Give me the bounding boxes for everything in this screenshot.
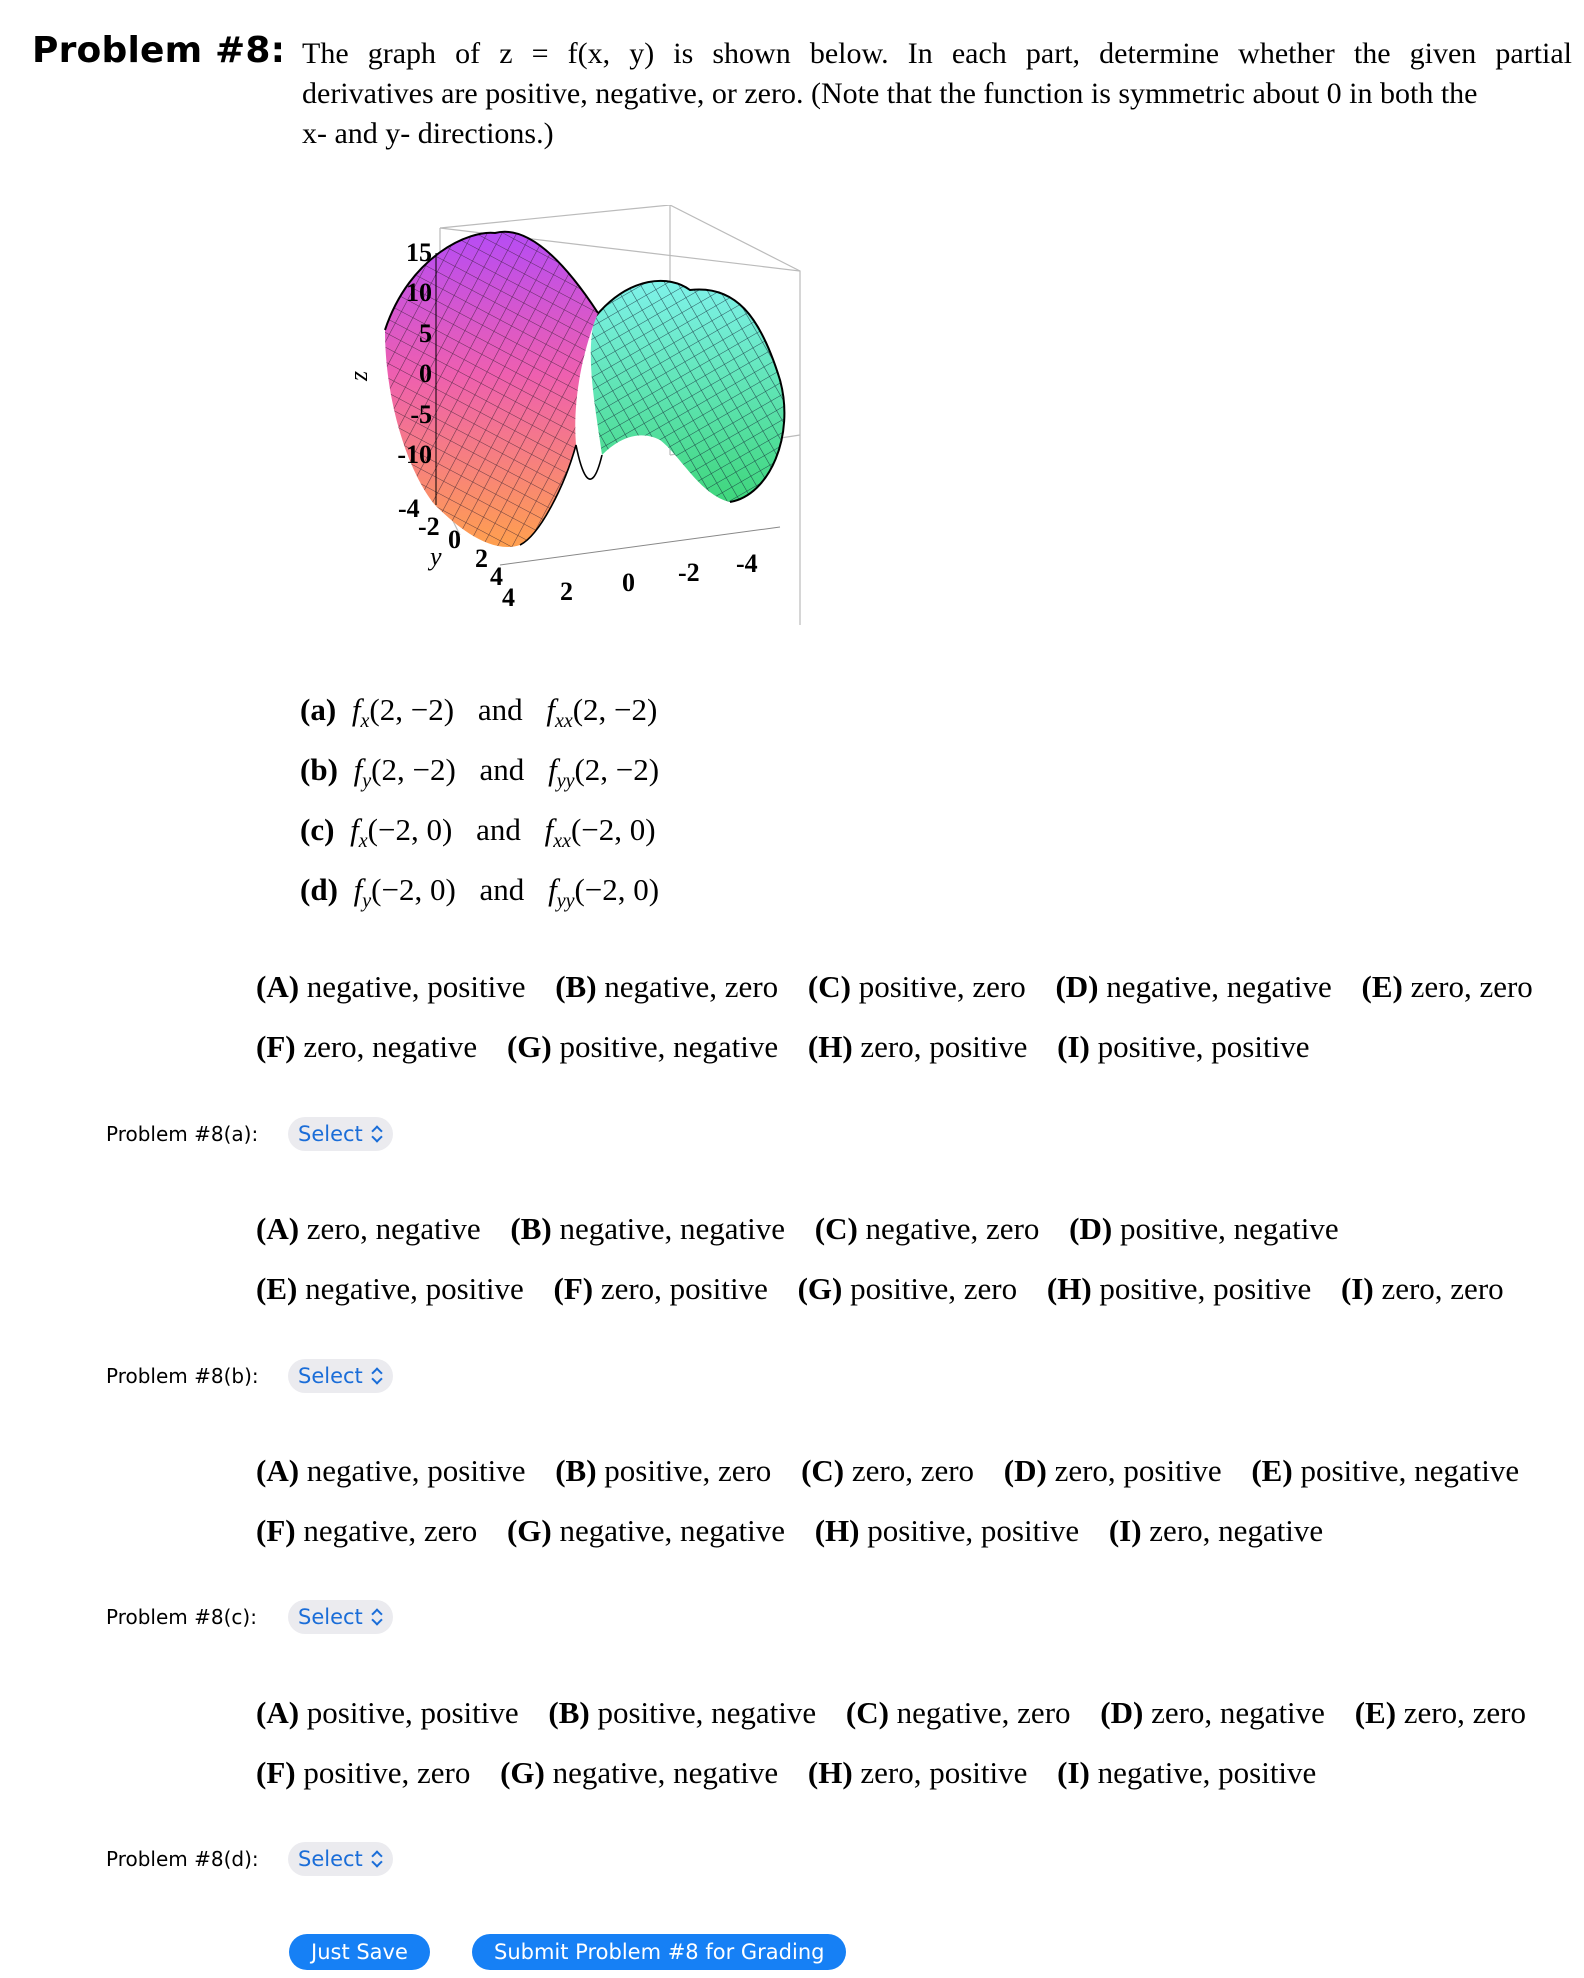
option-b-F: (F) zero, positive — [553, 1271, 768, 1306]
answer-label: Problem #8(c): — [106, 1605, 257, 1629]
and-word: and — [477, 692, 523, 727]
answer-select-d[interactable] — [288, 1842, 393, 1876]
option-a-B: (B) negative, zero — [555, 969, 779, 1004]
func-subscript: xx — [553, 830, 571, 852]
part-tag: (d) — [300, 872, 338, 907]
z-tick-label: 0 — [419, 359, 432, 388]
func-symbol: f — [546, 692, 555, 727]
z-tick-label: 5 — [419, 319, 432, 348]
func-symbol: f — [548, 752, 557, 787]
func-subscript: yy — [556, 890, 575, 912]
part-tag: (c) — [300, 812, 335, 847]
x-tick-label: -2 — [678, 558, 700, 587]
func-symbol: f — [351, 692, 361, 727]
answer-row-b — [106, 1359, 393, 1393]
submit-button[interactable]: Submit Problem #8 for Grading — [472, 1934, 846, 1970]
option-c-C: (C) zero, zero — [801, 1453, 975, 1488]
answer-label: Problem #8(b): — [106, 1364, 259, 1388]
options-row — [256, 1259, 1526, 1319]
func-symbol: f — [544, 812, 554, 847]
just-save-button[interactable]: Just Save — [289, 1934, 430, 1970]
option-c-D: (D) zero, positive — [1003, 1453, 1222, 1488]
option-a-F: (F) zero, negative — [256, 1029, 478, 1064]
chevron-updown-icon — [371, 1849, 383, 1869]
answer-label: Problem #8(a): — [106, 1122, 259, 1146]
answer-select-b[interactable] — [288, 1359, 393, 1393]
select-label: Select — [298, 1122, 363, 1146]
part-tag: (b) — [300, 752, 338, 787]
y-tick-label: 0 — [448, 525, 461, 554]
z-tick-label: -10 — [397, 440, 432, 469]
select-label: Select — [298, 1364, 363, 1388]
options-c — [256, 1441, 1541, 1561]
option-d-E: (E) zero, zero — [1354, 1695, 1526, 1730]
options-row — [256, 1441, 1541, 1501]
option-a-G: (G) positive, negative — [506, 1029, 779, 1064]
options-row — [256, 1199, 1526, 1259]
part-d — [300, 860, 659, 920]
surface-plot — [340, 205, 860, 625]
func-subscript: yy — [556, 770, 575, 792]
x-tick-label: 4 — [502, 583, 515, 612]
part-tag: (a) — [300, 692, 337, 727]
and-word: and — [479, 752, 525, 787]
func-args: (2, −2) — [574, 752, 660, 787]
option-c-F: (F) negative, zero — [256, 1513, 478, 1548]
option-c-B: (B) positive, zero — [555, 1453, 772, 1488]
func-subscript: y — [362, 770, 372, 792]
func-subscript: y — [362, 890, 372, 912]
y-tick-label: 4 — [490, 562, 503, 591]
func-args: (2, −2) — [369, 692, 455, 727]
options-a — [256, 957, 1555, 1077]
func-args: (−2, 0) — [570, 812, 656, 847]
y-tick-label: -4 — [398, 494, 420, 523]
option-c-E: (E) positive, negative — [1251, 1453, 1520, 1488]
option-d-H: (H) zero, positive — [807, 1755, 1028, 1790]
options-row — [256, 1017, 1555, 1077]
option-d-A: (A) positive, positive — [256, 1695, 519, 1730]
select-label: Select — [298, 1847, 363, 1871]
parts-list — [300, 680, 659, 920]
z-tick-label: 15 — [406, 238, 432, 267]
x-tick-label: 2 — [560, 577, 573, 606]
option-d-F: (F) positive, zero — [256, 1755, 471, 1790]
options-row — [256, 1501, 1541, 1561]
option-a-E: (E) zero, zero — [1361, 969, 1533, 1004]
chevron-updown-icon — [371, 1607, 383, 1627]
x-tick-label: 0 — [622, 568, 635, 597]
options-b — [256, 1199, 1526, 1319]
func-subscript: x — [358, 830, 368, 852]
part-b — [300, 740, 659, 800]
option-d-I: (I) negative, positive — [1057, 1755, 1317, 1790]
and-word: and — [476, 812, 521, 847]
func-args: (−2, 0) — [574, 872, 660, 907]
option-c-G: (G) negative, negative — [506, 1513, 785, 1548]
option-a-I: (I) positive, positive — [1057, 1029, 1310, 1064]
option-b-E: (E) negative, positive — [256, 1271, 524, 1306]
select-label: Select — [298, 1605, 363, 1629]
z-tick-label: -5 — [410, 400, 432, 429]
options-row — [256, 1743, 1548, 1803]
problem-statement-line-3: x- and y- directions.) — [302, 117, 554, 150]
answer-row-d — [106, 1842, 393, 1876]
options-d — [256, 1683, 1548, 1803]
chevron-updown-icon — [371, 1124, 383, 1144]
answer-label: Problem #8(d): — [106, 1847, 259, 1871]
chevron-updown-icon — [371, 1366, 383, 1386]
func-symbol: f — [353, 872, 363, 907]
option-d-C: (C) negative, zero — [845, 1695, 1071, 1730]
problem-statement-line-1: The graph of z = f(x, y) is shown below. In each part, determine whether the given partial — [302, 37, 1572, 70]
func-args: (2, −2) — [572, 692, 658, 727]
y-axis-label: y — [430, 542, 442, 571]
option-b-D: (D) positive, negative — [1069, 1211, 1339, 1246]
and-word: and — [479, 872, 525, 907]
problem-label: Problem #8: — [32, 30, 286, 71]
options-row — [256, 1683, 1548, 1743]
z-tick-label: 10 — [406, 278, 432, 307]
part-a — [300, 680, 659, 740]
answer-select-c[interactable] — [288, 1600, 393, 1634]
option-a-H: (H) zero, positive — [807, 1029, 1028, 1064]
option-d-D: (D) zero, negative — [1100, 1695, 1325, 1730]
option-b-I: (I) zero, zero — [1340, 1271, 1504, 1306]
y-tick-label: 2 — [475, 544, 488, 573]
y-tick-label: -2 — [418, 512, 440, 541]
func-args: (−2, 0) — [371, 872, 456, 907]
option-b-C: (C) negative, zero — [814, 1211, 1040, 1246]
option-a-D: (D) negative, negative — [1055, 969, 1332, 1004]
option-b-H: (H) positive, positive — [1046, 1271, 1312, 1306]
option-d-B: (B) positive, negative — [548, 1695, 817, 1730]
func-args: (−2, 0) — [367, 812, 453, 847]
option-c-A: (A) negative, positive — [256, 1453, 526, 1488]
answer-row-c — [106, 1600, 393, 1634]
answer-select-a[interactable] — [288, 1117, 393, 1151]
problem-statement — [302, 34, 1572, 154]
option-a-A: (A) negative, positive — [256, 969, 526, 1004]
func-symbol: f — [548, 872, 557, 907]
option-c-I: (I) zero, negative — [1108, 1513, 1324, 1548]
func-subscript: x — [360, 710, 370, 732]
func-symbol: f — [353, 752, 363, 787]
func-args: (2, −2) — [371, 752, 456, 787]
func-subscript: xx — [554, 710, 573, 732]
x-tick-label: -4 — [736, 549, 758, 578]
option-b-G: (G) positive, zero — [797, 1271, 1018, 1306]
z-axis-label: z — [344, 370, 373, 381]
problem-statement-line-2: derivatives are positive, negative, or zero. (Note that the function is symmetric about 0 in both the — [302, 77, 1478, 110]
option-a-C: (C) positive, zero — [807, 969, 1026, 1004]
option-b-B: (B) negative, negative — [510, 1211, 785, 1246]
options-row — [256, 957, 1555, 1017]
part-c — [300, 800, 659, 860]
option-c-H: (H) positive, positive — [814, 1513, 1080, 1548]
option-d-G: (G) negative, negative — [500, 1755, 779, 1790]
func-symbol: f — [350, 812, 359, 847]
option-b-A: (A) zero, negative — [256, 1211, 481, 1246]
answer-row-a — [106, 1117, 393, 1151]
